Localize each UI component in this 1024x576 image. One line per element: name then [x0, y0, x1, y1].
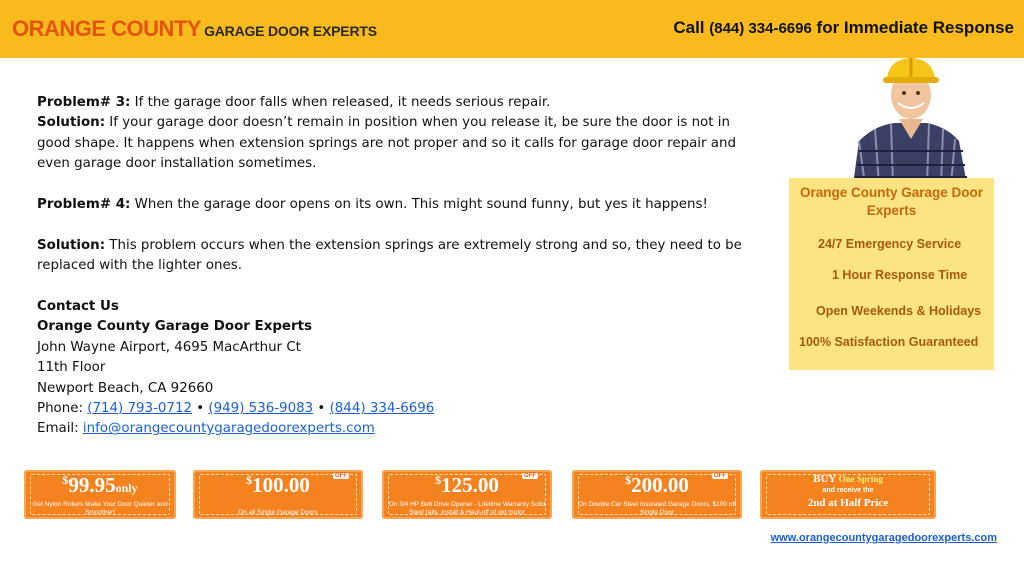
phone-link-1[interactable]: (714) 793-0712	[87, 401, 192, 417]
coupon-price: $99.95only	[62, 473, 138, 497]
coupon-description: Get Nylon Rollers Make Your Door Quieter and Smoother!	[32, 501, 168, 516]
call-to-action	[673, 18, 1014, 38]
email-label: Email:	[37, 421, 83, 437]
website-link[interactable]: www.orangecountygaragedoorexperts.com	[770, 532, 997, 544]
email-link[interactable]: info@orangecountygaragedoorexperts.com	[82, 421, 375, 437]
coupon-description: On all Single Garage Doors	[238, 508, 318, 516]
infobox-item-response: 1 Hour Response Time	[832, 268, 968, 282]
email-line	[37, 419, 767, 439]
solution-3	[37, 113, 767, 174]
solution-4-label: Solution:	[37, 237, 106, 253]
contact-heading: Contact Us	[37, 299, 119, 315]
logo-main-text: ORANGE COUNTY	[12, 16, 202, 41]
phone-link-2[interactable]: (949) 536-9083	[208, 401, 314, 417]
problem-3	[37, 93, 767, 113]
address-line-1: John Wayne Airport, 4695 MacArthur Ct	[37, 339, 301, 355]
phone-label: Phone:	[37, 401, 88, 417]
coupon-rollers[interactable]	[24, 470, 176, 519]
address-line-2: 11th Floor	[37, 360, 106, 376]
infobox-item-guarantee: 100% Satisfaction Guaranteed	[799, 335, 979, 349]
problem-3-label: Problem# 3:	[37, 95, 131, 110]
call-prefix: Call	[673, 18, 710, 37]
phone-separator-2: •	[313, 401, 330, 417]
service-info-box	[789, 178, 994, 370]
infobox-item-weekends: Open Weekends & Holidays	[816, 304, 982, 318]
infobox-item-emergency: 24/7 Emergency Service	[818, 237, 962, 251]
coupon-spring-offer: BUY One Spring and receive the 2nd at Half Price	[807, 473, 889, 509]
coupon-single-doors[interactable]	[193, 470, 363, 519]
address-line-3: Newport Beach, CA 92660	[37, 380, 214, 396]
coupon-off-badge: OFF	[714, 473, 726, 479]
coupon-description: On Double Car Steel Insulated Garage Doors, $100 off Single Door	[578, 501, 736, 516]
coupon-price: $100.00	[246, 473, 310, 497]
coupon-opener[interactable]	[382, 470, 552, 519]
problem-3-text: If the garage door falls when released, it needs serious repair.	[130, 95, 551, 110]
coupon-off-badge: OFF	[524, 473, 536, 479]
coupon-price: $125.00	[435, 473, 499, 497]
coupon-off-badge: OFF	[335, 473, 347, 479]
solution-3-label: Solution:	[37, 115, 106, 131]
coupon-description: On 3/4 HP Belt Drive Opener - Lifetime Warranty Solid Steel rails. Install & Haul-off of old motor	[388, 501, 546, 516]
problem-4-label: Problem# 4:	[37, 197, 131, 213]
phone-line	[37, 399, 767, 419]
infobox-title: Orange County Garage Door Experts	[799, 185, 984, 218]
contact-company: Orange County Garage Door Experts	[37, 319, 312, 335]
solution-4	[37, 236, 767, 277]
call-number[interactable]: (844) 334-6696	[709, 20, 812, 37]
coupon-price: $200.00	[625, 473, 689, 497]
main-content	[37, 93, 767, 440]
problem-4-text: When the garage door opens on its own. This might sound funny, but yes it happens!	[130, 197, 708, 213]
worker-illustration	[835, 55, 985, 185]
company-logo[interactable]	[12, 16, 377, 42]
logo-sub-text: GARAGE DOOR EXPERTS	[204, 23, 377, 39]
solution-4-text: This problem occurs when the extension springs are extremely strong and so, they need to be replaced with the lighter ones.	[37, 237, 742, 274]
coupon-spring[interactable]	[760, 470, 936, 519]
problem-4	[37, 195, 767, 215]
phone-separator-1: •	[191, 401, 209, 417]
phone-link-3[interactable]: (844) 334-6696	[329, 401, 435, 417]
coupon-double-car[interactable]	[572, 470, 742, 519]
header-bar	[0, 0, 1024, 58]
solution-3-text: If your garage door doesn’t remain in position when you release it, be sure the door is not in good shape. It happens when extension springs are not proper and so it calls for garage door repair and even garage door installation sometimes.	[37, 115, 736, 172]
call-suffix: for Immediate Response	[811, 18, 1014, 37]
